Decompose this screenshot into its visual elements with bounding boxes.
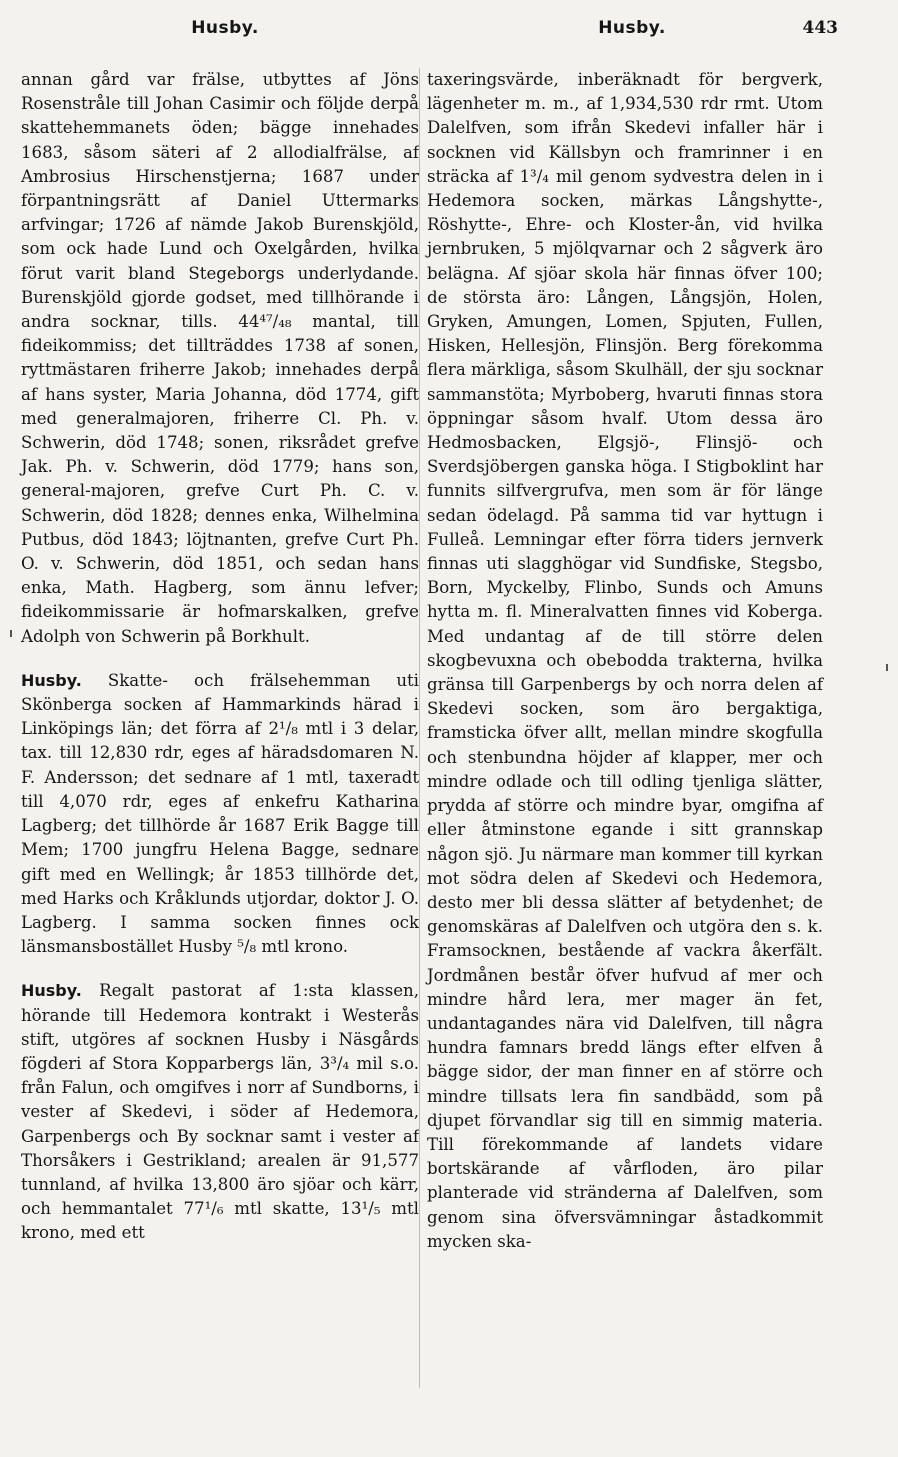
running-title-right: Husby. xyxy=(598,18,666,38)
right-column xyxy=(427,68,823,1254)
left-column xyxy=(21,68,419,1246)
paragraph-continuation: annan gård var frälse, utbyttes af Jöns Rosenstråle till Johan Casimir och följde derpå skattehemmanets öden; bägge innehades 1683, såsom säteri af 2 allodialfrälse, af Ambrosius Hirschenstjerna; 1687 under förpantningsrätt af Daniel Uttermarks arfvingar; 1726 af nämde Jakob Burenskjöld, som ock hade Lund och Oxelgården, hvilka förut varit bland Stegeborgs underlydande. Burenskjöld gjorde godset, med tillhörande i andra socknar, tills. 44⁴⁷/₄₈ mantal, till fideikommiss; det tillträddes 1738 af sonen, ryttmästaren friherre Jakob; innehades derpå af hans syster, Maria Johanna, död 1774, gift med generalmajoren, friherre Cl. Ph. v. Schwerin, död 1748; sonen, riksrådet grefve Jak. Ph. v. Schwerin, död 1779; hans son, general-majoren, grefve Curt Ph. C. v. Schwerin, död 1828; dennes enka, Wilhelmina Putbus, död 1843; löjtnanten, grefve Curt Ph. O. v. Schwerin, död 1851, och sedan hans enka, Math. Hagberg, som ännu lefver; fideikommissarie är hofmarskalken, grefve Adolph von Schwerin på Borkhult. xyxy=(21,70,419,646)
column-divider xyxy=(419,68,420,1388)
entry-heading: Husby. xyxy=(21,981,82,1001)
entry-text: Regalt pastorat af 1:sta klassen, hörande till Hedemora kontrakt i Westerås stift, utgöres af socknen Husby i Näsgårds fögderi af Stora Kopparbergs län, 3³/₄ mil s.o. från Falun, och omgifves i norr af Sundborns, i vester af Skedevi, i söder af Hedemora, Garpenbergs och By socknar samt i vester af Thorsåkers i Gestrikland; arealen är 91,577 tunnland, af hvilka 13,800 äro sjöar och kärr, och hemmantalet 77¹/₆ mtl skatte, 13¹/₅ mtl krono, med ett xyxy=(21,981,419,1243)
running-title-left: Husby. xyxy=(191,18,259,38)
paragraph-husby-skonberga xyxy=(21,669,419,959)
entry-text: Skatte- och frälsehemman uti Skönberga socken af Hammarkinds härad i Linköpings län; det förra af 2¹/₈ mtl i 3 delar, tax. till 12,830 rdr, eges af häradsdomaren N. F. Andersson; det sednare af 1 mtl, taxeradt till 4,070 rdr, eges af enkefru Katharina Lagberg; det tillhörde år 1687 Erik Bagge till Mem; 1700 jungfru Helena Bagge, sednare gift med en Wellingk; år 1853 tillhörde det, med Harks och Kråklunds utjordar, doktor J. O. Lagberg. I samma socken finnes ock länsmansbostället Husby ⁵/₈ mtl krono. xyxy=(21,670,419,957)
margin-mark xyxy=(10,630,12,637)
paragraph-husby-pastorat xyxy=(21,979,419,1245)
page-number: 443 xyxy=(802,18,838,38)
paragraph-continuation-right: taxeringsvärde, inberäknadt för bergverk, lägenheter m. m., af 1,934,530 rdr rmt. Utom Dalelfven, som ifrån Skedevi infaller här i socknen vid Källsbyn och framrinner i en sträcka af 1³/₄ mil genom sydvestra delen in i Hedemora socken, märkas Långshytte-, Röshytte-, Ehre- och Kloster-ån, vid hvilka jernbruken, 5 mjölqvarnar och 2 sågverk äro belägna. Af sjöar skola här finnas öfver 100; de största äro: Lången, Långsjön, Holen, Gryken, Amungen, Lomen, Spjuten, Fullen, Hisken, Hellesjön, Flinsjön. Berg förekomma flera märkliga, såsom Skulhäll, der sju socknar sammanstöta; Myrboberg, hvaruti finnas stora öppningar såsom hvalf. Utom dessa äro Hedmosbacken, Elgsjö-, Flinsjö- och Sverdsjöbergen ganska höga. I Stigboklint har funnits silfvergrufva, men som är för länge sedan ödelagd. På samma tid var hyttugn i Fulleå. Lemningar efter förra tiders jernverk finnas uti slagghögar vid Sundfiske, Stegsbo, Born, Myckelby, Flinbo, Sunds och Amuns hytta m. fl. Mineralvatten finnes vid Koberga. Med undantag af de till större delen skogbevuxna och obebodda trakterna, hvilka gränsa till Garpenbergs by och norra delen af Skedevi socken, som äro bergaktiga, framsticka öfver allt, mellan mindre skogfulla och stenbundna höjder af klapper, mer och mindre odlade och till odling tjenliga slätter, prydda af större och mindre byar, omgifna af eller åtminstone egande i sitt grannskap någon sjö. Ju närmare man kommer till kyrkan mot södra delen af Skedevi och Hedemora, desto mer bli dessa slätter af betydenhet; de genomskäras af Dalelfven och utgöra den s. k. Framsocknen, bestående af vackra åkerfält. Jordmånen består öfver hufvud af mer och mindre hård lera, mer mager än fet, undantagandes nära vid Dalelfven, till några hundra famnars bredd längs efter elfven å bägge sidor, der man finner en af större och mindre tillsats lera fin sandbädd, som på djupet förvandlar sig till en simmig materia. Till förekommande af landets vidare bortskärande af vårfloden, äro pilar planterade vid stränderna af Dalelfven, som genom sina öfversvämningar åstadkommit mycken ska- xyxy=(427,70,824,1251)
entry-heading: Husby. xyxy=(21,670,82,690)
margin-mark xyxy=(886,664,888,671)
